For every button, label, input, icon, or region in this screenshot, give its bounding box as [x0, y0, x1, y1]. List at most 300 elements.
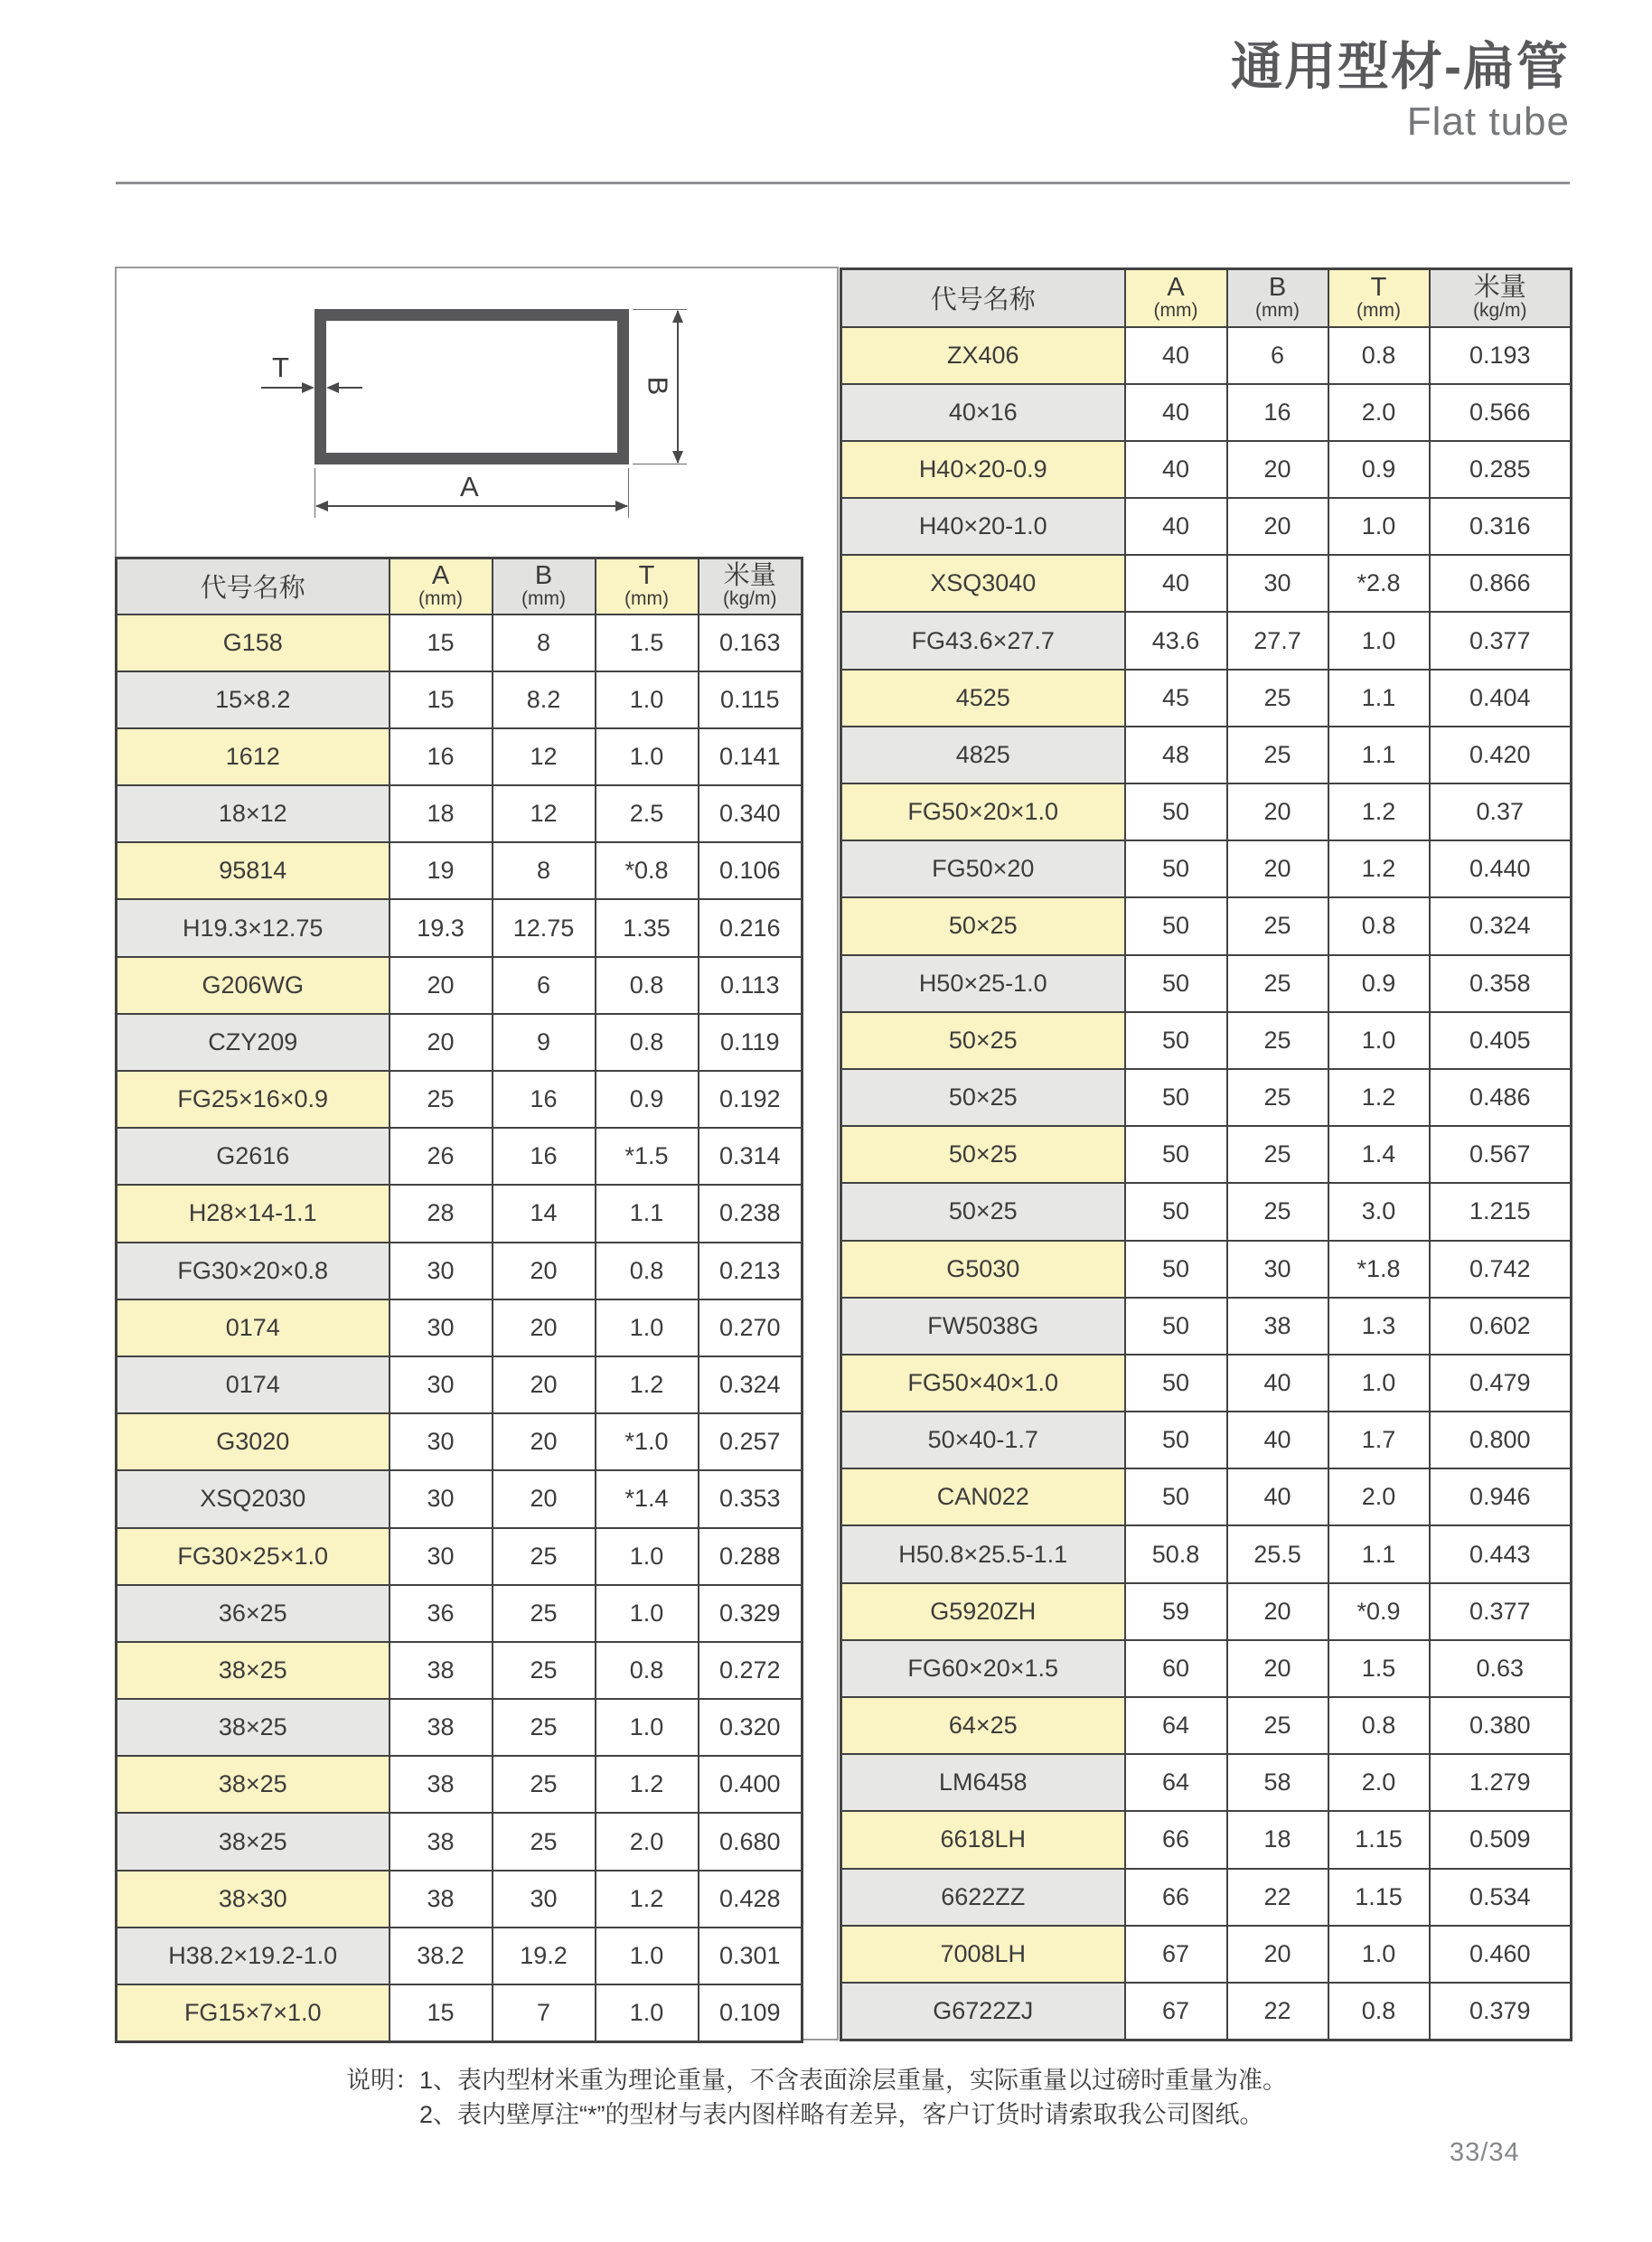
profile-code-cell: 15×8.2 — [117, 671, 390, 728]
value-cell: 20 — [1227, 840, 1328, 897]
value-cell: 1.0 — [1328, 612, 1430, 669]
value-cell: 20 — [493, 1413, 596, 1470]
table-row — [841, 1697, 1572, 1754]
value-cell: 1.4 — [1328, 1126, 1430, 1183]
profile-code-cell: XSQ3040 — [841, 555, 1125, 612]
value-cell: 0.340 — [699, 785, 803, 842]
table-row — [117, 1528, 803, 1585]
table-row — [117, 614, 803, 671]
value-cell: 20 — [1227, 441, 1328, 498]
value-cell: 0.324 — [699, 1356, 803, 1413]
column-header-b — [1227, 269, 1328, 327]
value-cell: 0.193 — [1430, 327, 1572, 384]
table-row — [841, 1525, 1572, 1582]
notes-lines — [419, 2063, 1287, 2132]
value-cell: 0.404 — [1430, 670, 1572, 727]
value-cell: 1.15 — [1328, 1811, 1430, 1868]
profile-code-cell: FG30×20×0.8 — [117, 1243, 390, 1299]
profile-code-cell: FG30×25×1.0 — [117, 1528, 390, 1585]
column-header-b — [493, 558, 596, 614]
column-header-weight-label: 米量 — [1473, 273, 1526, 303]
value-cell: 40 — [1125, 327, 1227, 384]
value-cell: 18 — [390, 785, 493, 842]
value-cell: *0.8 — [596, 842, 699, 899]
value-cell: 0.314 — [699, 1128, 803, 1185]
value-cell: 38 — [390, 1699, 493, 1756]
t-arrow-right-icon — [302, 382, 314, 393]
value-cell: 0.379 — [1430, 1983, 1572, 2040]
t-dim-line-left — [261, 387, 305, 389]
value-cell: 1.1 — [1328, 727, 1430, 783]
profile-code-cell: FG60×20×1.5 — [841, 1640, 1125, 1697]
value-cell: 48 — [1125, 727, 1227, 783]
value-cell: 0.8 — [1328, 897, 1430, 954]
profile-code-cell: G5920ZH — [841, 1583, 1125, 1640]
profile-code-cell: 50×25 — [841, 1012, 1125, 1069]
table-row — [117, 1984, 803, 2041]
table-row — [841, 1583, 1572, 1640]
table-row — [841, 1012, 1572, 1069]
profile-code-cell: 18×12 — [117, 785, 390, 842]
column-header-t-letter: T — [638, 561, 655, 591]
profile-code-cell: G3020 — [117, 1413, 390, 1470]
value-cell: 0.63 — [1430, 1640, 1572, 1697]
page-number: 33/34 — [1450, 2138, 1520, 2167]
value-cell: 1.0 — [1328, 1012, 1430, 1069]
table-row — [841, 955, 1572, 1012]
value-cell: 66 — [1125, 1869, 1227, 1926]
value-cell: 40 — [1227, 1468, 1328, 1525]
value-cell: 58 — [1227, 1754, 1328, 1811]
value-cell: 1.0 — [596, 728, 699, 785]
value-cell: *1.5 — [596, 1128, 699, 1185]
profile-code-cell: 50×25 — [841, 1069, 1125, 1126]
table-row — [117, 1585, 803, 1642]
value-cell: 64 — [1125, 1754, 1227, 1811]
table-row — [117, 1928, 803, 1984]
value-cell: 20 — [493, 1243, 596, 1299]
value-cell: 25 — [390, 1071, 493, 1128]
table-row — [841, 1640, 1572, 1697]
value-cell: 0.216 — [699, 899, 803, 956]
value-cell: 1.0 — [596, 1299, 699, 1356]
table-row — [841, 1069, 1572, 1126]
profile-code-cell: 38×30 — [117, 1871, 390, 1928]
value-cell: 0.400 — [699, 1756, 803, 1813]
value-cell: 25 — [1227, 670, 1328, 727]
value-cell: 0.115 — [699, 671, 803, 728]
value-cell: 25.5 — [1227, 1525, 1328, 1582]
table-row — [117, 1813, 803, 1870]
value-cell: 59 — [1125, 1583, 1227, 1640]
value-cell: 0.257 — [699, 1413, 803, 1470]
value-cell: 1.35 — [596, 899, 699, 956]
value-cell: 7 — [493, 1984, 596, 2041]
value-cell: 12 — [493, 785, 596, 842]
value-cell: 20 — [1227, 1926, 1328, 1983]
value-cell: 0.113 — [699, 957, 803, 1014]
profile-code-cell: G158 — [117, 614, 390, 671]
column-header-b-unit: (mm) — [1255, 300, 1300, 322]
table-row — [117, 1356, 803, 1413]
profile-code-cell: 0174 — [117, 1299, 390, 1356]
value-cell: 38 — [390, 1642, 493, 1699]
column-header-t — [1328, 269, 1430, 327]
table-row — [841, 555, 1572, 612]
value-cell: 28 — [390, 1185, 493, 1242]
value-cell: 1.2 — [1328, 783, 1430, 840]
note-line-1: 1、表内型材米重为理论重量，不含表面涂层重量，实际重量以过磅时重量为准。 — [419, 2067, 1288, 2094]
profile-code-cell: 1612 — [117, 728, 390, 785]
value-cell: 0.800 — [1430, 1412, 1572, 1468]
profile-code-cell: 38×25 — [117, 1813, 390, 1870]
value-cell: 20 — [390, 1014, 493, 1071]
value-cell: 0.380 — [1430, 1697, 1572, 1754]
a-ext-line-right — [628, 468, 629, 518]
value-cell: 1.2 — [596, 1756, 699, 1813]
table-row — [117, 728, 803, 785]
profile-code-cell: XSQ2030 — [117, 1470, 390, 1527]
profile-code-cell: H19.3×12.75 — [117, 899, 390, 956]
value-cell: 1.2 — [596, 1871, 699, 1928]
table-row — [841, 897, 1572, 954]
table-row — [841, 327, 1572, 384]
table-row — [117, 1756, 803, 1813]
value-cell: 50 — [1125, 1069, 1227, 1126]
value-cell: 0.288 — [699, 1528, 803, 1585]
value-cell: 0.353 — [699, 1470, 803, 1527]
profile-code-cell: H38.2×19.2-1.0 — [117, 1928, 390, 1984]
b-arrow-up-icon — [672, 310, 683, 323]
value-cell: 1.1 — [1328, 670, 1430, 727]
value-cell: 0.324 — [1430, 897, 1572, 954]
profile-code-cell: FG50×20 — [841, 840, 1125, 897]
page-subtitle: Flat tube — [1406, 98, 1570, 144]
value-cell: 8 — [493, 842, 596, 899]
value-cell: 16 — [390, 728, 493, 785]
profile-table-left — [115, 557, 803, 2043]
value-cell: 25 — [493, 1585, 596, 1642]
value-cell: 1.0 — [596, 671, 699, 728]
value-cell: *1.4 — [596, 1470, 699, 1527]
value-cell: 1.0 — [596, 1928, 699, 1984]
profile-code-cell: H40×20-1.0 — [841, 498, 1125, 555]
value-cell: 25 — [493, 1813, 596, 1870]
value-cell: 0.9 — [1328, 955, 1430, 1012]
value-cell: 20 — [1227, 1583, 1328, 1640]
profile-code-cell: G5030 — [841, 1241, 1125, 1298]
value-cell: 25 — [1227, 1012, 1328, 1069]
value-cell: 50 — [1125, 1298, 1227, 1355]
profile-code-cell: FG50×20×1.0 — [841, 783, 1125, 840]
value-cell: 0.866 — [1430, 555, 1572, 612]
value-cell: 1.1 — [1328, 1525, 1430, 1582]
value-cell: 50.8 — [1125, 1525, 1227, 1582]
profile-code-cell: 38×25 — [117, 1699, 390, 1756]
value-cell: 1.15 — [1328, 1869, 1430, 1926]
value-cell: 0.9 — [596, 1071, 699, 1128]
value-cell: 1.2 — [1328, 840, 1430, 897]
column-header-a-letter: A — [431, 561, 450, 591]
value-cell: 0.106 — [699, 842, 803, 899]
value-cell: 8 — [493, 614, 596, 671]
value-cell: 38 — [1227, 1298, 1328, 1355]
profile-code-cell: 50×25 — [841, 1183, 1125, 1240]
value-cell: 1.3 — [1328, 1298, 1430, 1355]
b-arrow-down-icon — [672, 451, 683, 464]
value-cell: 50 — [1125, 1126, 1227, 1183]
table-row — [117, 1699, 803, 1756]
value-cell: 25 — [493, 1528, 596, 1585]
value-cell: 20 — [1227, 498, 1328, 555]
value-cell: 19 — [390, 842, 493, 899]
a-dim-line — [316, 505, 627, 507]
table-row — [841, 1355, 1572, 1412]
value-cell: 15 — [390, 1984, 493, 2041]
value-cell: 2.0 — [1328, 384, 1430, 441]
value-cell: 1.0 — [596, 1699, 699, 1756]
value-cell: 64 — [1125, 1697, 1227, 1754]
value-cell: 1.0 — [1328, 498, 1430, 555]
page-header — [1231, 38, 1570, 145]
column-header-t-unit: (mm) — [1356, 300, 1401, 322]
column-header-b-letter: B — [1268, 273, 1287, 303]
value-cell: 0.192 — [699, 1071, 803, 1128]
value-cell: 20 — [1227, 1640, 1328, 1697]
table-row — [117, 1413, 803, 1470]
value-cell: 25 — [1227, 1697, 1328, 1754]
column-header-t-letter: T — [1370, 273, 1387, 303]
value-cell: 1.0 — [1328, 1355, 1430, 1412]
table-row — [117, 1071, 803, 1128]
a-arrow-left-icon — [315, 501, 328, 511]
value-cell: 0.946 — [1430, 1468, 1572, 1525]
value-cell: 2.0 — [596, 1813, 699, 1870]
value-cell: 0.8 — [1328, 1983, 1430, 2040]
value-cell: 0.742 — [1430, 1241, 1572, 1298]
dim-label-a: A — [460, 471, 479, 502]
value-cell: 0.285 — [1430, 441, 1572, 498]
profile-code-cell: 38×25 — [117, 1642, 390, 1699]
note-line-2: 2、表内壁厚注“*”的型材与表内图样略有差异，客户订货时请索取我公司图纸。 — [419, 2101, 1264, 2128]
table-row — [841, 783, 1572, 840]
header-divider — [116, 182, 1570, 184]
value-cell: *1.8 — [1328, 1241, 1430, 1298]
profile-code-cell: H28×14-1.1 — [117, 1185, 390, 1242]
table-row — [841, 1183, 1572, 1240]
profile-table-right — [840, 267, 1572, 2041]
value-cell: 30 — [390, 1470, 493, 1527]
value-cell: 15 — [390, 671, 493, 728]
value-cell: 38 — [390, 1813, 493, 1870]
column-header-t-unit: (mm) — [624, 588, 669, 610]
value-cell: 1.0 — [596, 1585, 699, 1642]
value-cell: 16 — [1227, 384, 1328, 441]
value-cell: 0.440 — [1430, 840, 1572, 897]
value-cell: 0.8 — [596, 957, 699, 1014]
value-cell: 50 — [1125, 1012, 1227, 1069]
profile-code-cell: 95814 — [117, 842, 390, 899]
value-cell: 0.8 — [596, 1014, 699, 1071]
value-cell: 30 — [390, 1243, 493, 1299]
column-header-a — [1125, 269, 1227, 327]
table-row — [841, 498, 1572, 555]
table-row — [841, 1869, 1572, 1926]
value-cell: 20 — [493, 1356, 596, 1413]
value-cell: 50 — [1125, 1241, 1227, 1298]
dim-label-b: B — [642, 376, 674, 396]
value-cell: 1.1 — [596, 1185, 699, 1242]
value-cell: 67 — [1125, 1926, 1227, 1983]
value-cell: 25 — [1227, 1069, 1328, 1126]
value-cell: 30 — [390, 1356, 493, 1413]
table-header-row — [117, 558, 803, 614]
table-row — [841, 727, 1572, 783]
value-cell: 0.329 — [699, 1585, 803, 1642]
profile-code-cell: H50×25-1.0 — [841, 955, 1125, 1012]
profile-code-cell: G2616 — [117, 1128, 390, 1185]
column-header-a — [390, 558, 493, 614]
value-cell: 0.8 — [1328, 327, 1430, 384]
value-cell: 18 — [1227, 1811, 1328, 1868]
value-cell: 1.7 — [1328, 1412, 1430, 1468]
value-cell: 0.8 — [1328, 1697, 1430, 1754]
value-cell: 0.8 — [596, 1642, 699, 1699]
value-cell: 0.479 — [1430, 1355, 1572, 1412]
value-cell: 1.2 — [1328, 1069, 1430, 1126]
column-header-a-unit: (mm) — [1153, 300, 1198, 322]
table-row — [117, 785, 803, 842]
value-cell: 1.0 — [596, 1984, 699, 2041]
table-row — [841, 1468, 1572, 1525]
value-cell: *0.9 — [1328, 1583, 1430, 1640]
value-cell: 20 — [1227, 783, 1328, 840]
value-cell: 50 — [1125, 897, 1227, 954]
t-arrow-left-icon — [326, 382, 339, 393]
profile-code-cell: 38×25 — [117, 1756, 390, 1813]
value-cell: 50 — [1125, 783, 1227, 840]
table-row — [841, 441, 1572, 498]
value-cell: 12.75 — [493, 899, 596, 956]
value-cell: 0.377 — [1430, 1583, 1572, 1640]
value-cell: *2.8 — [1328, 555, 1430, 612]
notes — [346, 2063, 1287, 2132]
table-row — [841, 1754, 1572, 1811]
value-cell: 25 — [1227, 1183, 1328, 1240]
table-row — [117, 899, 803, 956]
column-header-b-letter: B — [534, 561, 553, 591]
value-cell: 30 — [493, 1871, 596, 1928]
profile-code-cell: CZY209 — [117, 1014, 390, 1071]
profile-code-cell: 6622ZZ — [841, 1869, 1125, 1926]
value-cell: 0.567 — [1430, 1126, 1572, 1183]
value-cell: 50 — [1125, 840, 1227, 897]
profile-code-cell: CAN022 — [841, 1468, 1125, 1525]
value-cell: 0.420 — [1430, 727, 1572, 783]
value-cell: 25 — [493, 1699, 596, 1756]
column-header-b-unit: (mm) — [521, 588, 566, 610]
column-header-a-letter: A — [1167, 273, 1185, 303]
value-cell: 25 — [1227, 955, 1328, 1012]
table-row — [117, 1014, 803, 1071]
profile-code-cell: FG50×40×1.0 — [841, 1355, 1125, 1412]
profile-code-cell: 0174 — [117, 1356, 390, 1413]
value-cell: 2.0 — [1328, 1754, 1430, 1811]
value-cell: 40 — [1125, 384, 1227, 441]
value-cell: 1.5 — [596, 614, 699, 671]
value-cell: 6 — [493, 957, 596, 1014]
value-cell: 0.443 — [1430, 1525, 1572, 1582]
value-cell: 26 — [390, 1128, 493, 1185]
value-cell: 0.534 — [1430, 1869, 1572, 1926]
profile-code-cell: FG25×16×0.9 — [117, 1071, 390, 1128]
value-cell: 0.316 — [1430, 498, 1572, 555]
value-cell: 67 — [1125, 1983, 1227, 2040]
value-cell: 50 — [1125, 1355, 1227, 1412]
table-row — [841, 1983, 1572, 2040]
profile-code-cell: 50×25 — [841, 1126, 1125, 1183]
value-cell: 50 — [1125, 955, 1227, 1012]
column-header-a-unit: (mm) — [418, 588, 463, 610]
notes-label: 说明： — [346, 2067, 419, 2094]
value-cell: 8.2 — [493, 671, 596, 728]
column-header-weight-label: 米量 — [723, 561, 776, 591]
value-cell: 2.0 — [1328, 1468, 1430, 1525]
value-cell: 0.119 — [699, 1014, 803, 1071]
profile-code-cell: H50.8×25.5-1.1 — [841, 1525, 1125, 1582]
value-cell: 0.270 — [699, 1299, 803, 1356]
column-header-weight-unit: (kg/m) — [1473, 300, 1527, 322]
table-row — [117, 1243, 803, 1299]
value-cell: 20 — [390, 957, 493, 1014]
table-row — [117, 671, 803, 728]
value-cell: 60 — [1125, 1640, 1227, 1697]
value-cell: 38 — [390, 1871, 493, 1928]
value-cell: 45 — [1125, 670, 1227, 727]
value-cell: 1.0 — [1328, 1926, 1430, 1983]
table-row — [841, 384, 1572, 441]
value-cell: 0.460 — [1430, 1926, 1572, 1983]
profile-code-cell: 50×40-1.7 — [841, 1412, 1125, 1468]
value-cell: 30 — [390, 1299, 493, 1356]
value-cell: 1.2 — [596, 1356, 699, 1413]
value-cell: 15 — [390, 614, 493, 671]
dim-label-t: T — [272, 352, 289, 383]
value-cell: 25 — [1227, 1126, 1328, 1183]
profile-code-cell: 4525 — [841, 670, 1125, 727]
profile-code-cell: 4825 — [841, 727, 1125, 783]
value-cell: 40 — [1125, 441, 1227, 498]
value-cell: 40 — [1227, 1412, 1328, 1468]
column-header-name: 代号名称 — [117, 558, 390, 614]
value-cell: 0.109 — [699, 1984, 803, 2041]
value-cell: 25 — [493, 1642, 596, 1699]
profile-code-cell: 40×16 — [841, 384, 1125, 441]
profile-code-cell: FW5038G — [841, 1298, 1125, 1355]
value-cell: 40 — [1227, 1355, 1328, 1412]
profile-code-cell: 36×25 — [117, 1585, 390, 1642]
profile-code-cell: H40×20-0.9 — [841, 441, 1125, 498]
value-cell: 0.509 — [1430, 1811, 1572, 1868]
table-row — [841, 1298, 1572, 1355]
value-cell: 40 — [1125, 498, 1227, 555]
b-dim-line — [677, 311, 679, 463]
table-row — [841, 1412, 1572, 1468]
value-cell: 0.163 — [699, 614, 803, 671]
value-cell: 38.2 — [390, 1928, 493, 1984]
table-row — [841, 840, 1572, 897]
value-cell: 2.5 — [596, 785, 699, 842]
